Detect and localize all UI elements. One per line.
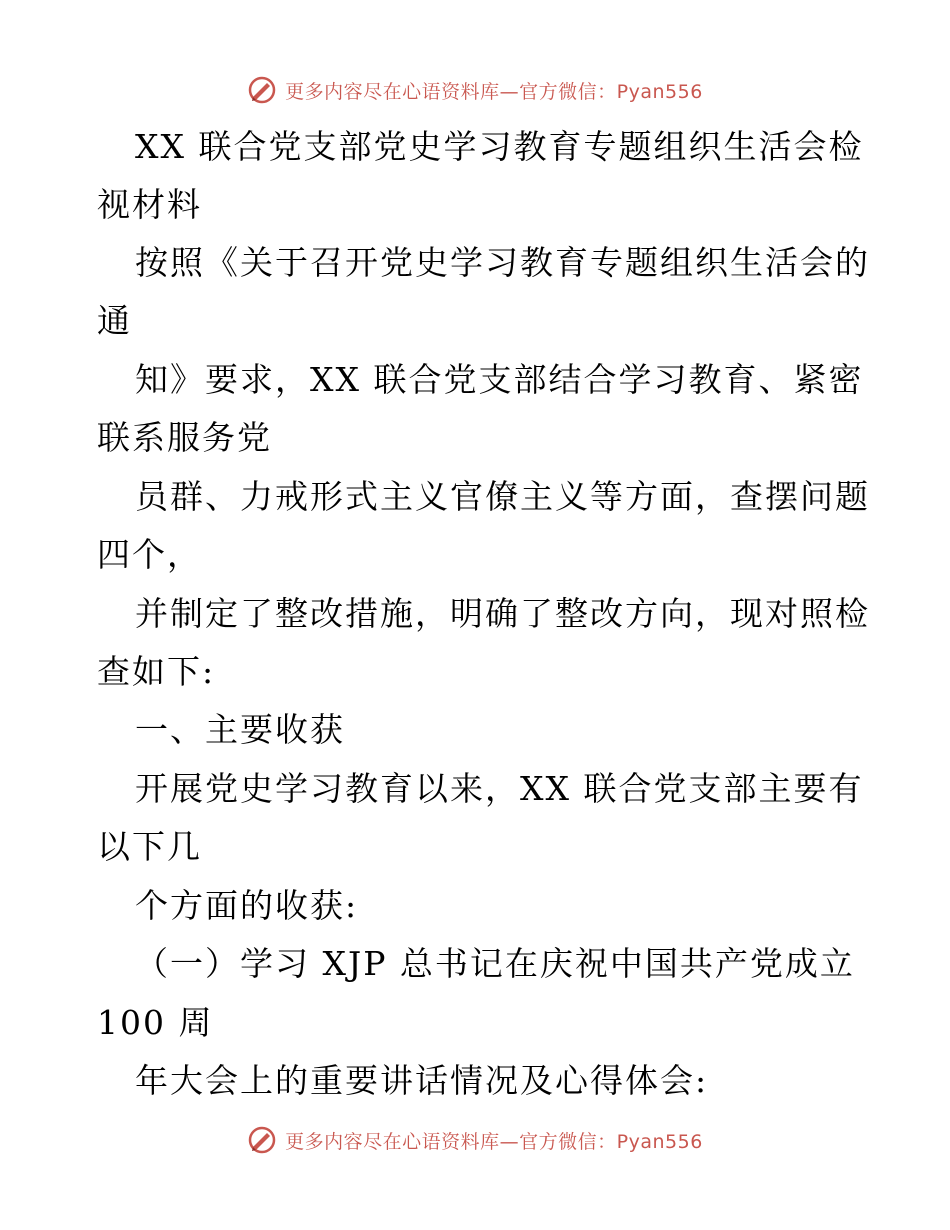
text-line: XX 联合党支部党史学习教育专题组织生活会检 [135,127,864,166]
text-line: 查如下: [97,652,216,691]
pen-logo-icon [247,75,277,105]
text-line: 并制定了整改措施，明确了整改方向，现对照检 [135,594,870,633]
text-line: 视材料 [97,185,202,224]
text-line: 知》要求，XX 联合党支部结合学习教育、紧密 [135,360,864,399]
text-line: 个方面的收获: [135,886,359,925]
text-line: 100 周 [97,1003,214,1042]
text-line: 按照《关于召开党史学习教育专题组织生活会的 [135,243,870,282]
footer-banner [0,1120,950,1160]
text-line: 年大会上的重要讲话情况及心得体会: [135,1061,709,1100]
section-heading: 一、主要收获 [135,710,345,749]
header-banner [0,70,950,110]
banner-text: 更多内容尽在心语资料库—官方微信：Pyan556 [285,80,703,103]
text-line: （一）学习 XJP 总书记在庆祝中国共产党成立 [135,944,855,983]
pen-logo-icon [247,1125,277,1155]
banner-text: 更多内容尽在心语资料库—官方微信：Pyan556 [285,1130,703,1153]
text-line: 开展党史学习教育以来，XX 联合党支部主要有 [135,769,864,808]
text-line: 员群、力戒形式主义官僚主义等方面，查摆问题 [135,477,870,516]
text-line: 联系服务党 [97,418,272,457]
text-line: 以下几 [97,827,202,866]
text-line: 通 [97,301,132,340]
text-line: 四个， [97,535,202,574]
